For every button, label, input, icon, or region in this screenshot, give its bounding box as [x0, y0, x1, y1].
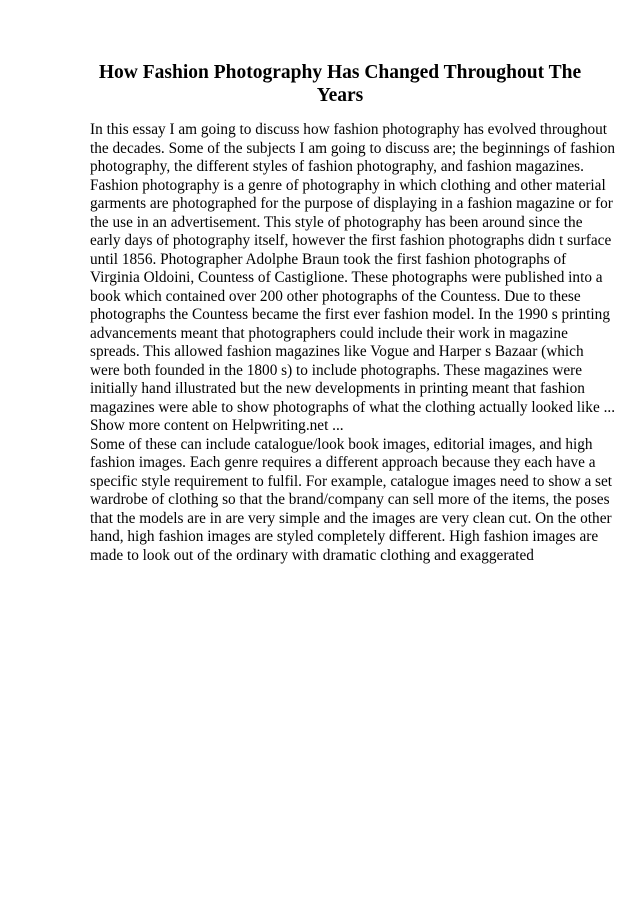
body-line: Fashion photography is a genre of photography in which clothing and other material — [90, 176, 606, 194]
body-line: the decades. Some of the subjects I am going to discuss are; the beginnings of fashion — [90, 139, 616, 157]
body-line: spreads. This allowed fashion magazines like Vogue and Harper s Bazaar (which — [90, 343, 584, 360]
body-line: made to look out of the ordinary with dramatic clothing and exaggerated — [90, 546, 534, 564]
body-line: Virginia Oldoini, Countess of Castiglione. These photographs were published into a — [90, 269, 603, 286]
body-line: that the models are in are very simple and the images are very clean cut. On the other — [90, 509, 612, 527]
body-line: photography, the different styles of fashion photography, and fashion magazines. — [90, 158, 584, 175]
body-line: magazines were able to show photographs of what the clothing actually looked like ... — [90, 398, 616, 416]
body-line: In this essay I am going to discuss how fashion photography has evolved throughout — [90, 121, 608, 138]
body-line: Some of these can include catalogue/look book images, editorial images, and high — [90, 435, 593, 453]
body-line: photographs the Countess became the first ever fashion model. In the 1990 s printing — [90, 306, 610, 323]
body-line: book which contained over 200 other photographs of the Countess. Due to these — [90, 287, 581, 305]
document-title: How Fashion Photography Has Changed Throughout The Years — [98, 62, 582, 106]
body-line: early days of photography itself, however the first fashion photographs didn t surface — [90, 232, 612, 249]
body-line: hand, high fashion images are styled completely different. High fashion images are — [90, 528, 599, 545]
body-line: fashion images. Each genre requires a different approach because they each have a — [90, 454, 596, 471]
document-body — [90, 121, 616, 565]
body-line: wardrobe of clothing so that the brand/company can sell more of the items, the poses — [90, 491, 610, 508]
body-line: were both founded in the 1800 s) to include photographs. These magazines were — [90, 361, 583, 379]
body-line: the use in an advertisement. This style of photography has been around since the — [90, 213, 583, 231]
show-more-line: Show more content on Helpwriting.net ... — [90, 417, 344, 434]
body-line: garments are photographed for the purpose of displaying in a fashion magazine or for — [90, 195, 613, 212]
body-line: initially hand illustrated but the new developments in printing meant that fashion — [90, 380, 585, 397]
body-line: specific style requirement to fulfil. For example, catalogue images need to show a set — [90, 472, 613, 490]
body-line: advancements meant that photographers could include their work in magazine — [90, 324, 568, 342]
body-line: until 1856. Photographer Adolphe Braun took the first fashion photographs of — [90, 250, 567, 268]
